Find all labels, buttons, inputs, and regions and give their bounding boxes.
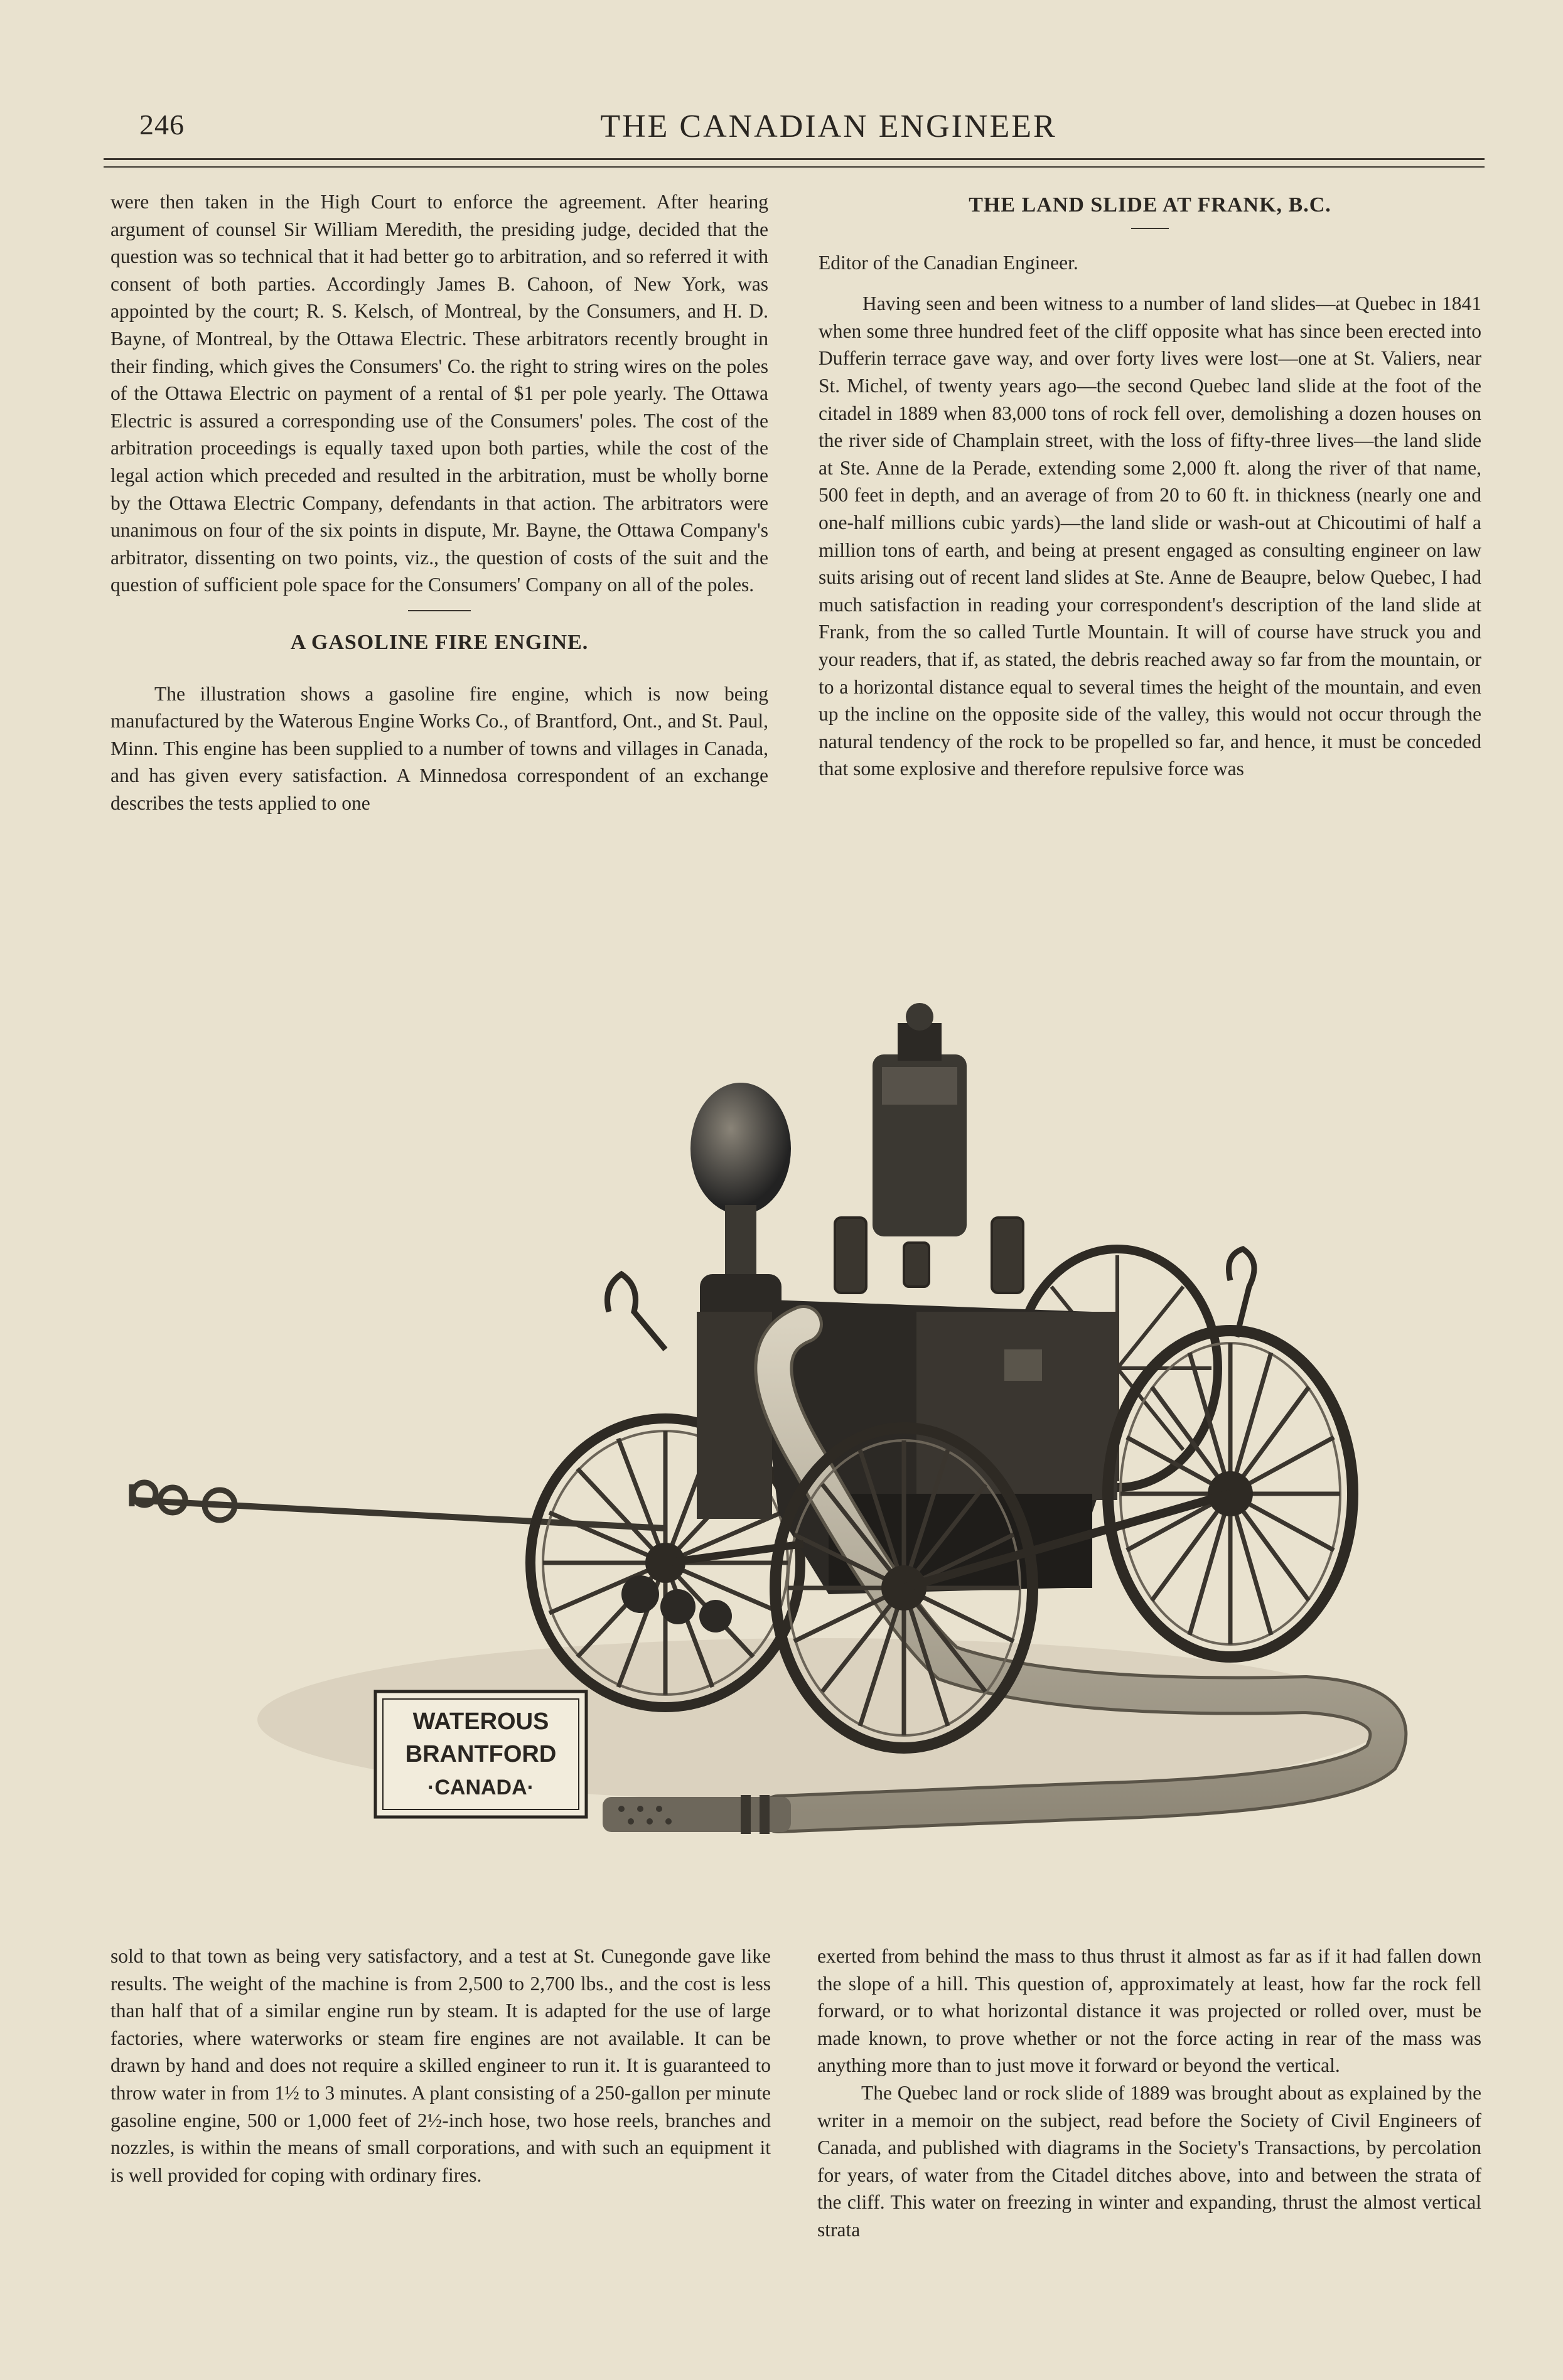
logo-line-2: BRANTFORD bbox=[405, 1741, 557, 1767]
right-column-bottom bbox=[817, 1943, 1481, 2244]
article-heading-fire-engine: A GASOLINE FIRE ENGINE. bbox=[290, 630, 589, 654]
fire-engine-continued: sold to that town as being very satisfactory, and a test at St. Cunegonde gave like results. The weight of the machine is from 2,500 to 2,700 lbs., and the cost is less than half that of a similar engine run by steam. It is adapted for the use of large factories, where waterworks or steam fire engines are not available. It can be drawn by hand and does not require a skilled engineer to run it. It is guaranteed to throw water in from 1½ to 3 minutes. A plant consisting of a 250-gallon per minute gasoline engine, 500 or 1,000 feet of 2½-inch hose, two hose reels, branches and nozzles, is within the means of small corporations, and with such an equipment it is well provided for coping with ordinary fires. bbox=[110, 1945, 771, 2186]
section-rule bbox=[408, 610, 471, 611]
continued-paragraph: were then taken in the High Court to enforce the agreement. After hearing argument of counsel Sir William Meredith, the presiding judge, decided that the question was so technical that it had better go to arbitration, and so referred it with consent of both parties. Accordingly James B. Cahoon, of New York, was appointed by the court; R. S. Kelsch, of Montreal, by the Consumers, and H. D. Bayne, of Montreal, by the Ottawa Electric. These arbitrators recently brought in their finding, which gives the Consumers' Co. the right to string wires on the poles of the Ottawa Electric on payment of a rental of $1 per pole yearly. The Ottawa Electric is assured a corresponding use of the Consumers' poles. The cost of the arbitration proceedings is equally taxed upon both parties, while the cost of the legal action which preceded and resulted in the arbitration, must be wholly borne by the Ottawa Electric Company, defendants in that action. The arbitrators were unanimous on four of the six points in dispute, Mr. Bayne, the Ottawa Company's arbitrator, dissenting on two points, viz., the question of costs of the suit and the question of sufficient pole space for the Consumers' Company on all of the poles. bbox=[110, 191, 768, 596]
fire-engine-intro: The illustration shows a gasoline fire engine, which is now being manufactured by the Waterous Engine Works Co., of Brantford, Ont., and St. Paul, Minn. This engine has been supplied to a number of towns and villages in Canada, and has given every satisfaction. A Minnedosa correspondent of an exchange describes the tests applied to one bbox=[110, 682, 768, 814]
logo-line-3: ·CANADA· bbox=[427, 1776, 534, 1799]
running-head: THE CANADIAN ENGINEER bbox=[600, 109, 1057, 144]
article-heading-land-slide: THE LAND SLIDE AT FRANK, B.C. bbox=[969, 193, 1331, 217]
quebec-slide-paragraph: The Quebec land or rock slide of 1889 was brought about as explained by the writer in a memoir on the subject, read before the Society of Civil Engineers of Canada, and published with diagrams in the Society's Transactions, by percolation for years, of water from the Citadel ditches above, into and between the strata of the cliff. This water on freezing in winter and expanding, thrust the almost vertical strata bbox=[817, 2081, 1481, 2241]
waterous-logo-plate bbox=[375, 1691, 586, 1817]
right-column-top bbox=[819, 191, 1481, 783]
page-number: 246 bbox=[139, 109, 185, 141]
header-rule bbox=[104, 158, 1485, 168]
heading-rule bbox=[1131, 228, 1169, 229]
logo-line-1: WATEROUS bbox=[412, 1708, 549, 1735]
left-column-top bbox=[110, 188, 768, 817]
land-slide-continued: exerted from behind the mass to thus thrust it almost as far as if it had fallen down the slope of a hill. This question of, approximately at least, how far the rock fell forward, or to what horizontal distance it was projected or rolled over, must be made known, to prove whether or not the force acting in rear of the mass was anything more than to just move it forward or beyond the vertical. bbox=[817, 1945, 1481, 2077]
fire-engine-illustration bbox=[113, 960, 1444, 1927]
left-column-bottom bbox=[110, 1943, 771, 2189]
editor-salutation: Editor of the Canadian Engineer. bbox=[819, 251, 1078, 274]
land-slide-paragraph: Having seen and been witness to a number of land slides—at Quebec in 1841 when some three hundred feet of the cliff opposite what has since been erected into Dufferin terrace gave way, and over forty lives were lost—one at St. Valiers, near St. Michel, of twenty years ago—the second Quebec land slide at the foot of the citadel in 1889 when 83,000 tons of rock fell over, demolishing a dozen houses on the river side of Champlain street, with the loss of fifty-three lives—the land slide at Ste. Anne de la Perade, extending some 2,000 ft. along the river of that name, 500 feet in depth, and an average of from 20 to 60 ft. in thickness (nearly one and one-half millions cubic yards)—the land slide or wash-out at Chicoutimi of half a million tons of earth, and being at present engaged as consulting engineer on law suits arising out of recent land slides at Ste. Anne de Beaupre, below Quebec, I had much satisfaction in reading your correspondent's description of the land slide at Frank, from the so called Turtle Mountain. It will of course have struck you and your readers, that if, as stated, the debris reached away so far from the mountain, or to a horizontal distance equal to several times the height of the mountain, and even up the incline on the opposite side of the valley, this would not occur through the natural tendency of the rock to be propelled so far, and hence, it must be conceded that some explosive and therefore repulsive force was bbox=[819, 292, 1481, 780]
